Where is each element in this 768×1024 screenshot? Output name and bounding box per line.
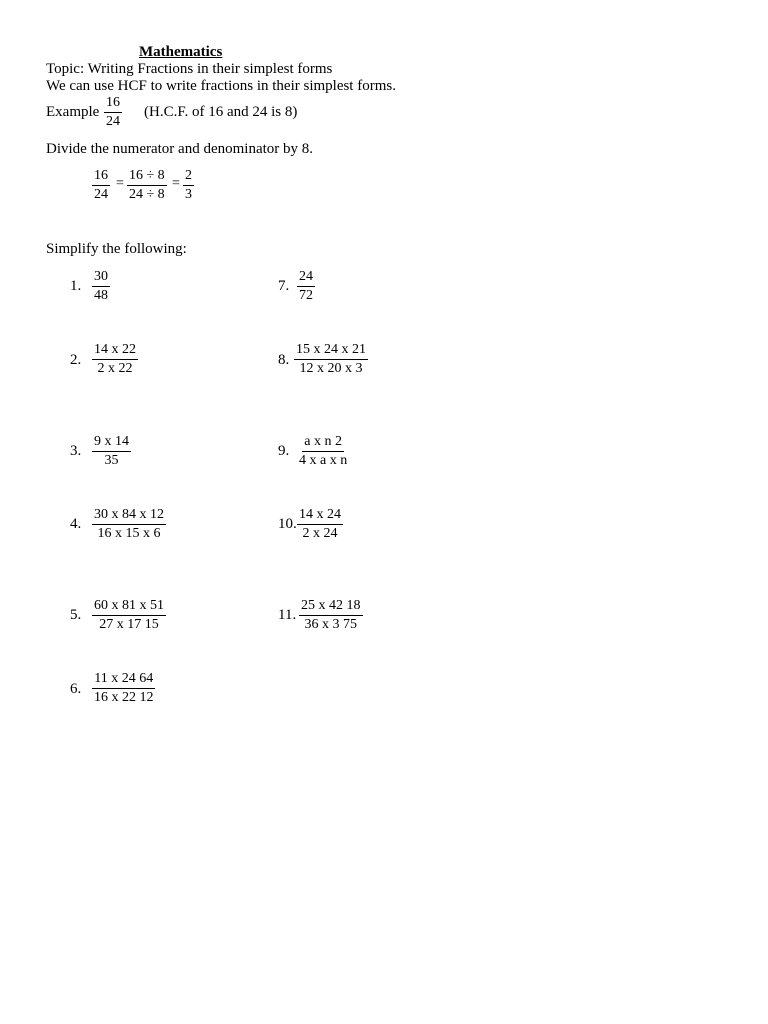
question-denominator: 2 x 22 xyxy=(97,361,133,376)
question-denominator: 36 x 3 75 xyxy=(304,617,357,632)
working-numerator-1: 16 xyxy=(92,168,110,186)
question-numerator: 24 xyxy=(297,269,315,287)
example-denominator: 24 xyxy=(106,114,120,129)
working-fraction-1 xyxy=(92,168,110,203)
question-number: 3. xyxy=(70,443,82,459)
intro-line: We can use HCF to write fractions in their simplest forms. xyxy=(46,78,396,94)
question-fraction xyxy=(92,269,110,304)
question-numerator: 11 x 24 64 xyxy=(92,671,155,689)
working-fraction-2 xyxy=(127,168,167,203)
working-numerator-3: 2 xyxy=(183,168,194,186)
question-numerator: 30 xyxy=(92,269,110,287)
question-numerator: 15 x 24 x 21 xyxy=(294,342,368,360)
example-note: (H.C.F. of 16 and 24 is 8) xyxy=(144,104,298,120)
question-numerator: 25 x 42 18 xyxy=(299,598,363,616)
question-denominator: 35 xyxy=(104,453,119,468)
question-fraction xyxy=(92,507,166,542)
question-denominator: 2 x 24 xyxy=(302,526,338,541)
question-fraction xyxy=(92,671,156,706)
question-numerator: 14 x 24 xyxy=(297,507,343,525)
question-number: 10. xyxy=(278,516,297,532)
page-title: Mathematics xyxy=(139,44,223,60)
example-fraction xyxy=(104,95,122,130)
question-numerator: a x n 2 xyxy=(302,434,344,452)
working-numerator-2: 16 ÷ 8 xyxy=(127,168,167,186)
working-fraction-3 xyxy=(183,168,194,203)
question-numerator: 30 x 84 x 12 xyxy=(92,507,166,525)
equals-sign-1: = xyxy=(116,176,124,191)
example-label: Example xyxy=(46,104,100,120)
working-denominator-1: 24 xyxy=(94,187,108,202)
question-denominator: 4 x a x n xyxy=(299,453,348,468)
question-numerator: 14 x 22 xyxy=(92,342,138,360)
question-denominator: 12 x 20 x 3 xyxy=(299,361,363,376)
question-fraction xyxy=(297,507,343,542)
question-denominator: 16 x 22 12 xyxy=(94,690,154,705)
topic-line: Topic: Writing Fractions in their simplest forms xyxy=(46,61,333,77)
working-denominator-2: 24 ÷ 8 xyxy=(129,187,165,202)
question-number: 7. xyxy=(278,278,290,294)
question-number: 5. xyxy=(70,607,82,623)
question-number: 8. xyxy=(278,352,290,368)
question-denominator: 16 x 15 x 6 xyxy=(97,526,161,541)
question-fraction xyxy=(299,598,363,633)
question-number: 11. xyxy=(278,607,297,623)
question-fraction xyxy=(297,434,349,469)
question-fraction xyxy=(294,342,368,377)
question-denominator: 27 x 17 15 xyxy=(99,617,159,632)
question-denominator: 48 xyxy=(94,288,108,303)
working-denominator-3: 3 xyxy=(185,187,192,202)
question-number: 9. xyxy=(278,443,290,459)
example-numerator: 16 xyxy=(104,95,122,113)
question-numerator: 9 x 14 xyxy=(92,434,131,452)
question-number: 4. xyxy=(70,516,82,532)
question-fraction xyxy=(92,342,138,377)
question-denominator: 72 xyxy=(299,288,313,303)
question-number: 2. xyxy=(70,352,82,368)
instruction-line: Divide the numerator and denominator by 8. xyxy=(46,141,314,157)
exercise-heading: Simplify the following: xyxy=(46,241,187,257)
question-fraction xyxy=(92,434,131,469)
equals-sign-2: = xyxy=(172,176,180,191)
question-number: 6. xyxy=(70,681,82,697)
question-number: 1. xyxy=(70,278,82,294)
question-numerator: 60 x 81 x 51 xyxy=(92,598,166,616)
question-fraction xyxy=(297,269,315,304)
question-fraction xyxy=(92,598,166,633)
